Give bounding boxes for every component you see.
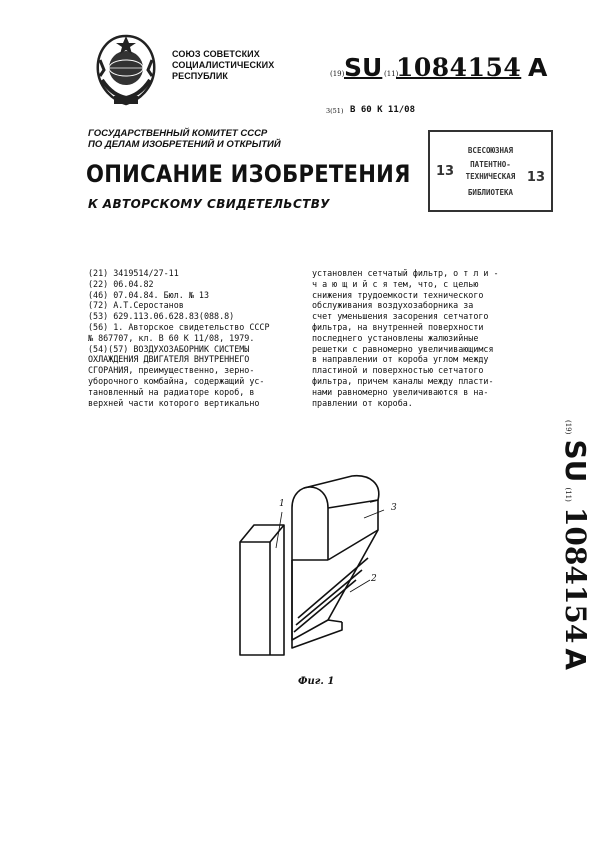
stamp-line: БИБЛИОТЕКА [467, 188, 514, 197]
committee-line: ПО ДЕЛАМ ИЗОБРЕТЕНИЙ И ОТКРЫТИЙ [88, 139, 281, 150]
biblio-line: (53) 629.113.06.628.83(088.8) [88, 311, 235, 322]
inid-code-19: (19) [330, 70, 345, 78]
biblio-line: верхней части которого вертикально [88, 397, 260, 408]
side-kind-code: A [559, 648, 592, 671]
figure-caption: Фиг. 1 [298, 676, 335, 687]
biblio-line: тановленный на радиаторе короб, в [88, 386, 255, 397]
claim-line: последнего установлены жалюзийные [312, 332, 479, 343]
claim-line: правлении от короба. [312, 397, 413, 408]
air-intake-drawing [232, 470, 402, 670]
stamp-side-number: 13 [526, 170, 545, 185]
claim-text [312, 268, 499, 408]
bibliographic-data [88, 268, 270, 408]
inid-code-51: 3(51) [326, 107, 344, 115]
biblio-line: (46) 07.04.84. Бюл. № 13 [88, 289, 210, 300]
library-stamp [428, 130, 553, 212]
stamp-line: ВСЕСОЮЗНАЯ [467, 146, 514, 155]
kind-code: A [528, 53, 548, 82]
biblio-line: ОХЛАЖДЕНИЯ ДВИГАТЕЛЯ ВНУТРЕННЕГО [88, 354, 250, 365]
biblio-line: (54)(57) ВОЗДУХОЗАБОРНИК СИСТЕМЫ [88, 343, 250, 354]
ussr-name-line: СОЮЗ СОВЕТСКИХ [172, 49, 260, 59]
stamp-line: ТЕХНИЧЕСКАЯ [465, 172, 516, 181]
figure-label-3: 3 [391, 503, 397, 513]
figure-label-1: 1 [279, 499, 285, 509]
claim-line: обслуживания воздухозаборника за [312, 300, 474, 311]
ipc-classification: B 60 K 11/08 [350, 105, 416, 115]
stamp-side-number: 13 [436, 164, 455, 179]
claim-line: фильтра, на внутренней поверхности [312, 321, 484, 332]
claim-line: в направлении от короба углом между [312, 354, 489, 365]
ussr-name-line: РЕСПУБЛИК [172, 71, 228, 81]
claim-line: пластиной и поверхностью сетчатого [312, 365, 484, 376]
ussr-emblem-icon [88, 30, 164, 110]
committee-line: ГОСУДАРСТВЕННЫЙ КОМИТЕТ СССР [88, 128, 268, 139]
side-number-digits: 1084154 [559, 506, 592, 644]
claim-line: нами равномерно увеличиваются в на- [312, 386, 489, 397]
claim-line: фильтра, причем каналы между пласти- [312, 375, 494, 386]
country-code: SU [344, 53, 383, 82]
biblio-line: (72) А.Т.Серостанов [88, 300, 184, 311]
claim-line: ч а ю щ и й с я тем, что, с целью [312, 278, 479, 289]
document-title: ОПИСАНИЕ ИЗОБРЕТЕНИЯ [86, 160, 411, 188]
claim-line: установлен сетчатый фильтр, о т л и - [312, 268, 499, 278]
side-patent-number [548, 420, 592, 690]
ussr-name-line: СОЦИАЛИСТИЧЕСКИХ [172, 60, 275, 70]
biblio-line: № 867707, кл. В 60 К 11/08, 1979. [88, 332, 255, 343]
document-subtitle: К АВТОРСКОМУ СВИДЕТЕЛЬСТВУ [88, 197, 330, 211]
side-inid-code-11: (11) [564, 487, 572, 502]
inid-code-11: (11) [384, 70, 399, 78]
biblio-line: СГОРАНИЯ, преимущественно, зерно- [88, 365, 255, 376]
side-country-code: SU [559, 439, 592, 483]
biblio-line: (22) 06.04.82 [88, 278, 154, 289]
biblio-line: уборочного комбайна, содержащий ус- [88, 375, 265, 386]
claim-line: счет уменьшения засорения сетчатого [312, 311, 489, 322]
patent-number: 1084154 [396, 53, 522, 82]
biblio-line: (21) 3419514/27-11 [88, 268, 179, 278]
biblio-line: (56) 1. Авторское свидетельство СССР [88, 321, 270, 332]
side-inid-code-19: (19) [564, 420, 572, 435]
figure-label-2: 2 [371, 574, 377, 584]
claim-line: решетки с равномерно увеличивающимся [312, 343, 494, 354]
stamp-line: ПАТЕНТНО- [470, 160, 511, 169]
claim-line: снижения трудоемкости технического [312, 289, 484, 300]
